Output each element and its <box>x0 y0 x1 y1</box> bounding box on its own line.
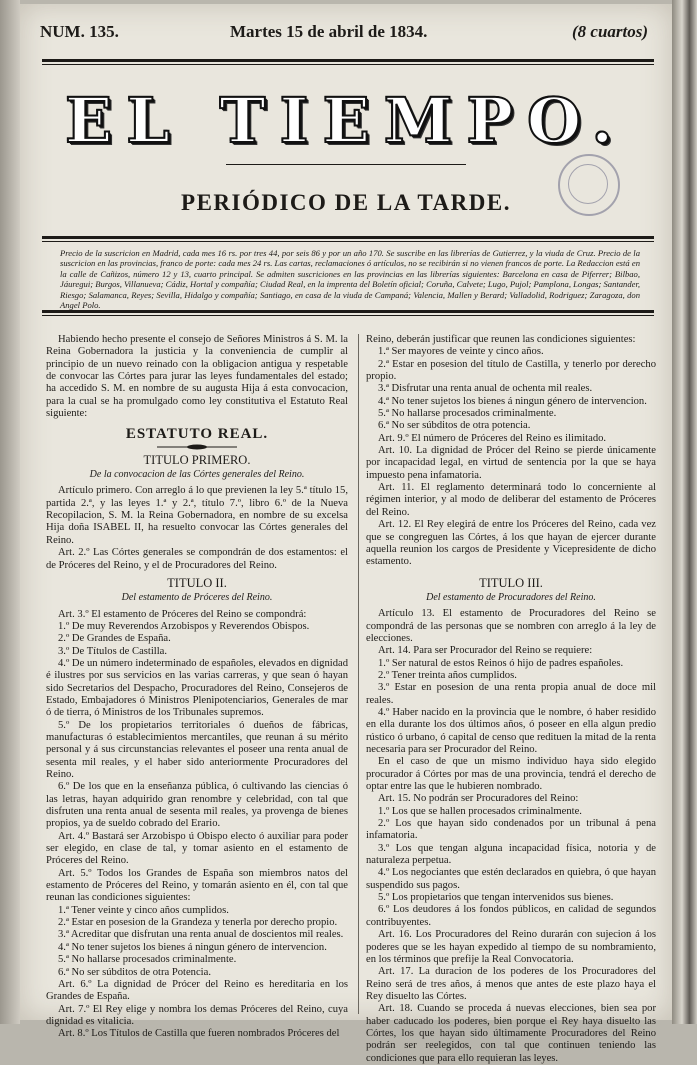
article-14-paragraph: En el caso de que un mismo individuo haya sido elegido procurador á Córtes por mas de una provincia, tendrá el derecho de optar entre las que le hubieren nombrado. <box>366 756 656 793</box>
titulo-2-subheading: Del estamento de Próceres del Reino. <box>121 592 273 604</box>
article-5-item: 1.ª Tener veinte y cinco años cumplidos. <box>58 904 229 916</box>
ornament-divider-icon <box>157 444 237 450</box>
article-16: Art. 16. Los Procuradores del Reino durarán con sujecion á los poderes que se les hayan expedido al tiempo de su nombramiento, en los términos que prefije la Real Convocatoria. <box>366 929 656 965</box>
condition-item: 6.ª No ser súbditos de otra potencia. <box>378 420 531 432</box>
masthead-title: EL TIEMPO. <box>64 84 628 157</box>
subscription-notice: Precio de la suscricion en Madrid, cada mes 16 rs. por tres 44, por seis 86 y por un año 170. Se suscribe en las librerías de Gutierrez, y la viuda de Cruz. Precio de la suscricion en las provincias, franco de porte: cada mes 24 rs. Las cartas, reclamaciones ó artículos, no se recibirán si no vienen francos de porte. La Redaccion está en la calle de Cañizos, número 12 y 13, cuarto principal. Se admiten suscriciones en las provincias en las librerías siguientes: Barcelona en casa de Piferrer; Bilbao, Jáuregui; Burgos, Villanueva; Cádiz, Hortal y compañía; Ciudad Real, en la imprenta del Boletín oficial; Coruña, Calvete; Lugo, Pujol; Pamplona, Longas; Santander, Riesgo; Salamanca, Reyes; Sevilla, Hidalgo y compañía; Santiago, en casa de la viuda de Campaná; Valencia, Mallen y Berard; Valladolid, Rodriguez; Zaragoza, don Angel Polo. <box>60 248 640 311</box>
article-15: Art. 15. No podrán ser Procuradores del Reino: <box>378 793 579 805</box>
left-column <box>46 334 348 1041</box>
exclusion-item: 5.º Los propietarios que tengan intervenidos sus bienes. <box>378 892 614 904</box>
article-17: Art. 17. La duracion de los poderes de los Procuradores del Reino será de tres años, á menos que antes de este plazo haya el Rey disuelto las Córtes. <box>366 966 656 1002</box>
article-6: Art. 6.º La dignidad de Prócer del Reino es hereditaria en los Grandes de España. <box>46 978 348 1003</box>
condition-item: 3.ª Disfrutar una renta anual de ochenta mil reales. <box>378 383 593 395</box>
masthead-subtitle: PERIÓDICO DE LA TARDE. <box>181 190 511 215</box>
article-10: Art. 10. La dignidad de Prócer del Reino se pierde únicamente por incapacidad legal, en virtud de sentencia por la que se haya impuesto pena infamatoria. <box>366 445 656 481</box>
exclusion-item: 1.º Los que se hallen procesados criminalmente. <box>378 805 582 817</box>
exclusion-item: 4.º Los negociantes que estén declarados en quiebra, ó que hayan suspendido sus pagos. <box>366 867 656 891</box>
header-rule-top <box>42 59 654 62</box>
article-3-item: 2.º De Grandes de España. <box>58 633 171 645</box>
exclusion-item: 6.º Los deudores á los fondos públicos, en calidad de segundos contribuyentes. <box>366 904 656 928</box>
article-3-item: 5.º De los propietarios territoriales ó dueños de fábricas, manufacturas ó establecimientos mercantiles, que reunan á su mérito personal y á sus circunstancias relevantes el poseer una renta anual de sesenta mil reales, y el haber sido anteriormente Procuradores del Reino. <box>46 719 348 780</box>
requirement-item: 3.º Estar en posesion de una renta propia anual de doce mil reales. <box>366 682 656 706</box>
titulo-primero-subheading: De la convocacion de las Córtes generales del Reino. <box>89 469 305 481</box>
column-divider <box>358 334 359 1014</box>
condition-item: 4.ª No tener sujetos los bienes á ningun género de intervencion. <box>378 395 647 407</box>
article-5: Art. 5.º Todos los Grandes de España son miembros natos del estamento de Próceres del Reino, y tomarán asiento en él, con tal que reunan las condiciones siguientes: <box>46 867 348 904</box>
intro-paragraph: Habiendo hecho presente el consejo de Señores Ministros á S. M. la Reina Gobernadora la justicia y la conveniencia de cumplir al principio de un nuevo reinado con la obligacion antigua y respetable de convocar las Córtes para jurar las leyes fundamentales del estado; ha accedido S. M. en nombre de su augusta Hija á esta convocacion, para la cual se ha promulgado como ley constitutiva el Estatuto Real siguiente: <box>46 334 348 420</box>
right-column <box>366 334 656 1065</box>
subscription-rule-top <box>42 236 654 239</box>
article-4: Art. 4.º Bastará ser Arzobispo ú Obispo electo ó auxiliar para poder ser elegido, en clase de tal, y tomar asiento en el estamento de Próceres del Reino. <box>46 830 348 867</box>
article-18: Art. 18. Cuando se proceda á nuevas elecciones, bien sea por haber caducado los poderes, bien porque el Rey haya disuelto las Córtes, los que hayan sido últimamente Procuradores del Reino podrán ser reelegidos, con tal que continuen teniendo las condiciones que para ello requieran las leyes. <box>366 1003 656 1064</box>
article-5-item: 2.ª Estar en posesion de la Grandeza y tenerla por derecho propio. <box>58 917 338 929</box>
article-3-item: 1.º De muy Reverendos Arzobispos y Reverendos Obispos. <box>58 620 310 632</box>
article-5-item: 4.ª No tener sujetos los bienes á ningun género de intervencion. <box>58 941 327 953</box>
article-5-item: 6.ª No ser súbditos de otra Potencia. <box>58 966 211 978</box>
issue-price: (8 cuartos) <box>572 22 649 41</box>
condition-item: 2.ª Estar en posesion del título de Castilla, y tenerlo por derecho propio. <box>366 358 656 383</box>
article-11: Art. 11. El reglamento determinará todo lo concerniente al régimen interior, y al modo de deliberar del estamento de Próceres del Reino. <box>366 482 656 518</box>
binding-right-edge <box>672 0 697 1024</box>
titulo-primero-heading: TITULO PRIMERO. <box>143 452 251 467</box>
issue-number: NUM. 135. <box>40 22 119 41</box>
exclusion-item: 2.º Los que hayan sido condenados por un tribunal á pena infamatoria. <box>366 818 656 842</box>
issue-date: Martes 15 de abril de 1834. <box>230 22 428 41</box>
titulo-3-heading: TITULO III. <box>479 575 543 590</box>
article-8-continued: Reino, deberán justificar que reunen las condiciones siguientes: <box>366 334 636 345</box>
article-5-item: 5.ª No hallarse procesados criminalmente. <box>58 954 237 966</box>
article-3: Art. 3.º El estamento de Próceres del Reino se compondrá: <box>58 608 307 620</box>
requirement-item: 4.º Haber nacido en la provincia que le nombre, ó haber residido en ella durante los dos últimos años, ó poseer en ella algun predio rústico ó urbano, ó capital de censo que redituen la mitad de la renta necesaria para ser Procurador del Reino. <box>366 706 656 755</box>
titulo-3-subheading: Del estamento de Procuradores del Reino. <box>426 591 596 603</box>
binding-left-edge <box>0 0 20 1024</box>
masthead-ornament-rule <box>226 164 466 165</box>
article-5-item: 3.ª Acreditar que disfrutan una renta anual de doscientos mil reales. <box>58 929 344 941</box>
condition-item: 5.ª No hallarse procesados criminalmente. <box>378 408 557 420</box>
body-rule-thin <box>42 315 654 316</box>
article-3-item: 4.º De un número indeterminado de españoles, elevados en dignidad é ilustres por sus servicios en las varias carreras, y que sean ó hayan sido Secretarios del Despacho, Procuradores del Reino, Consejeros de Estado, Embajadores ó Ministros Plenipotenciarios, Generales de mar ó de tierra, ó Ministros de los Tribunales supremos. <box>46 657 348 719</box>
article-9: Art. 9.º El número de Próceres del Reino es ilimitado. <box>378 432 607 444</box>
titulo-2-heading: TITULO II. <box>167 575 227 590</box>
header-rule-thin <box>42 64 654 65</box>
requirement-item: 2.º Tener treinta años cumplidos. <box>378 669 517 681</box>
article-14: Art. 14. Para ser Procurador del Reino se requiere: <box>378 645 593 657</box>
article-3-item: 6.º De los que en la enseñanza pública, ó cultivando las ciencias ó las letras, hayan adquirido gran renombre y celebridad, con tal que disfruten una renta anual de sesenta mil reales, ya provenga de bienes propios, ya de sueldo cobrado del Erario. <box>46 781 348 830</box>
article-8: Art. 8.º Los Títulos de Castilla que fueren nombrados Próceres del <box>58 1028 340 1040</box>
body-rule-top <box>42 310 654 313</box>
condition-item: 1.ª Ser mayores de veinte y cinco años. <box>378 346 544 358</box>
article-13: Artículo 13. El estamento de Procuradores del Reino se compondrá de las personas que se nombren con arreglo á la ley de elecciones. <box>366 608 656 644</box>
article-2: Art. 2.º Las Córtes generales se compondrán de dos estamentos: el de Próceres del Reino, y el de Procuradores del Reino. <box>46 547 348 571</box>
article-12: Art. 12. El Rey elegirá de entre los Próceres del Reino, cada vez que se congreguen las Córtes, á los que hayan de ejercer durante aquella reunion los cargos de Presidente y Vicepresidente de dicho estamento. <box>366 519 656 568</box>
article-7: Art. 7.º El Rey elige y nombra los demas Próceres del Reino, cuya dignidad es vitalicia. <box>46 1003 348 1027</box>
article-3-item: 3.º De Títulos de Castilla. <box>58 645 168 657</box>
subscription-rule-thin <box>42 241 654 242</box>
estatuto-heading: ESTATUTO REAL. <box>125 426 269 443</box>
newspaper-page <box>20 4 672 1064</box>
requirement-item: 1.º Ser natural de estos Reinos ó hijo de padres españoles. <box>378 657 624 669</box>
article-1: Artículo primero. Con arreglo á lo que previenen la ley 5.ª título 15, partida 2.ª, y las leyes 1.ª y 2.ª, título 7.º, libro 6.º de la Nueva Recopilacion, S. M. la Reina Gobernadora, en nombre de su excelsa Hija doña ISABEL II, ha resuelto convocar las Córtes generales del Reino. <box>46 485 348 546</box>
exclusion-item: 3.º Los que tengan alguna incapacidad física, notoria y de naturaleza perpetua. <box>366 842 656 867</box>
